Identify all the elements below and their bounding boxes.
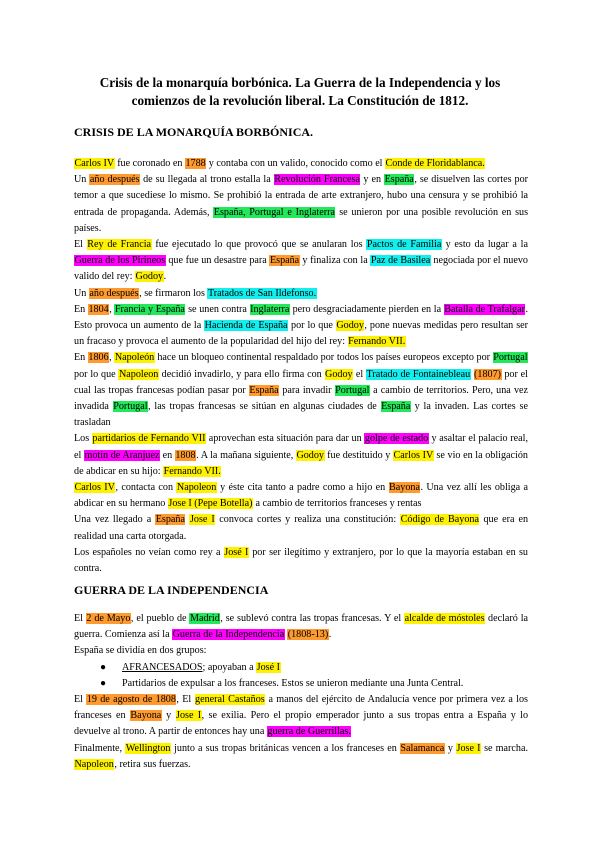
highlighted-term: José I xyxy=(256,661,281,673)
text-run: se marcha. xyxy=(480,742,528,754)
text-run: en xyxy=(159,449,175,461)
text-run: y en xyxy=(360,174,385,186)
highlighted-term: Wellington xyxy=(125,742,171,754)
paragraph xyxy=(74,692,528,741)
text-run: . Esto provoca un aumento de la xyxy=(74,303,529,332)
paragraph xyxy=(74,611,528,643)
text-run: que fue un desastre para xyxy=(165,255,270,267)
highlighted-term: Paz de Basilea xyxy=(370,255,431,267)
text-run: se unen contra xyxy=(185,303,250,315)
text-run: declaró la guerra. Comienza así la xyxy=(74,613,529,641)
text-run: hace un bloqueo continental respaldado por todos los países europeos excepto por xyxy=(154,352,493,364)
paragraph xyxy=(74,237,528,286)
text-run: Los españoles no veían como rey a xyxy=(74,546,224,558)
text-run: convoca cortes y realiza una constitución: xyxy=(215,514,401,526)
highlighted-term: Conde de Floridablanca. xyxy=(385,158,485,169)
highlighted-term: Batalla de Trafalgar xyxy=(444,303,525,315)
text-run: a cambio de territorios franceses y rentas xyxy=(252,498,422,510)
paragraph xyxy=(74,431,528,480)
text-run: por el cual las tropas francesas podían pasar por xyxy=(74,368,528,396)
highlighted-term: España, Portugal e Inglaterra xyxy=(213,206,335,218)
text-run: de su llegada al trono estalla la xyxy=(140,174,274,186)
text-run: , contacta con xyxy=(115,482,177,494)
paragraph xyxy=(74,512,528,544)
text-run: Partidarios de expulsar a los franceses. Estos se unieron mediante una Junta Central. xyxy=(122,677,464,689)
highlighted-term: partidarios de Fernando VII xyxy=(92,433,206,445)
title-line-2: comienzos de la revolución liberal. La Constitución de 1812. xyxy=(131,93,469,108)
section-body-crisis xyxy=(74,156,528,577)
paragraph xyxy=(74,350,528,431)
text-run: El xyxy=(74,613,86,624)
bullet-icon: ● xyxy=(100,677,107,689)
paragraph xyxy=(74,545,528,577)
highlighted-term: (1807) xyxy=(474,368,502,380)
highlighted-term: guerra de Guerrillas. xyxy=(267,726,351,738)
text-run: , las tropas francesas se sitúan en algunas ciudades de xyxy=(148,401,381,413)
highlighted-term: Carlos IV xyxy=(74,482,115,494)
text-run: a cambio de territorios. Pero, una vez invadida xyxy=(74,384,528,413)
highlighted-term: España xyxy=(155,514,185,526)
highlighted-term: Revolución Francesa xyxy=(274,174,360,186)
text-run: se vio en la obligación de abdicar en su hijo: xyxy=(74,449,528,477)
highlighted-term: Portugal xyxy=(113,401,148,413)
text-run: En xyxy=(74,303,88,315)
text-run: el xyxy=(353,368,367,380)
text-run: por lo que xyxy=(288,320,336,332)
highlighted-term: Francia y España xyxy=(114,303,185,315)
highlighted-term: Bayona xyxy=(130,710,162,722)
highlighted-term: España xyxy=(381,401,411,413)
highlighted-term: Godoy xyxy=(296,449,324,461)
text-run: . A la mañana siguiente, xyxy=(196,449,296,461)
highlighted-term: Rey de Francia xyxy=(87,239,152,251)
highlighted-term: Madrid xyxy=(189,613,220,624)
text-run: Finalmente, xyxy=(74,742,126,754)
text-run: y xyxy=(444,742,457,754)
highlighted-term: Carlos IV xyxy=(393,449,434,461)
text-run: por ser ilegítimo y extranjero, por lo que la mayoría estaban en su contra. xyxy=(74,546,528,575)
section-heading-crisis: CRISIS DE LA MONARQUÍA BORBÓNICA. xyxy=(74,125,314,139)
text-run: y asaltar el palacio real, el xyxy=(74,433,529,461)
highlighted-term: Fernando VII. xyxy=(163,465,221,477)
text-run: y finaliza con la xyxy=(299,255,371,267)
highlighted-term: Jose I (Pepe Botella) xyxy=(168,498,253,510)
highlighted-term: Godoy xyxy=(336,320,364,332)
highlighted-term: Godoy xyxy=(325,368,353,380)
highlighted-term: Salamanca xyxy=(400,742,445,754)
bullet-item xyxy=(100,676,528,692)
highlighted-term: España xyxy=(249,384,279,396)
text-run: , pone nuevas medidas pero resultan ser un fracaso y provoca el aumento de la popularidad del hijo del rey: xyxy=(74,320,528,348)
highlighted-term: Jose I xyxy=(176,710,202,722)
text-run: El xyxy=(74,239,87,251)
highlighted-term: 1804 xyxy=(88,303,109,315)
highlighted-term: motín de Aranjuez xyxy=(84,449,160,461)
text-run: Un xyxy=(74,287,89,299)
text-run: . xyxy=(163,271,167,283)
text-run: , se sublevó contra las tropas francesas. Y el xyxy=(220,613,405,624)
highlighted-term: Napoleón xyxy=(114,352,155,364)
text-run: fue coronado en xyxy=(114,158,185,169)
section-body-guerra xyxy=(74,611,528,773)
text-run: y contaba con un valido, conocido como el xyxy=(206,158,386,169)
text-run: Una vez llegado a xyxy=(74,514,156,526)
highlighted-term: 19 de agosto de 1808 xyxy=(86,694,176,706)
highlighted-term: Pactos de Familia xyxy=(366,239,442,251)
paragraph xyxy=(74,643,528,659)
highlighted-term: Portugal xyxy=(335,384,370,396)
section-heading-guerra: GUERRA DE LA INDEPENDENCIA xyxy=(74,583,269,597)
text-run: y xyxy=(161,710,176,722)
text-run: decidió invadirlo, y para ello firma con xyxy=(158,368,325,380)
paragraph xyxy=(74,480,528,512)
highlighted-term: Napoleon xyxy=(74,758,114,770)
text-run: junto a sus tropas británicas vencen a los franceses en xyxy=(170,742,400,754)
text-run: . xyxy=(328,629,332,641)
paragraph xyxy=(74,741,528,773)
highlighted-term: José I xyxy=(224,546,249,558)
highlighted-term: general Castaños xyxy=(195,694,265,706)
bullet-item xyxy=(100,660,528,676)
paragraph xyxy=(74,156,528,172)
highlighted-term: 1788 xyxy=(185,158,206,169)
highlighted-term: Guerra de los Pirineos xyxy=(74,255,166,267)
text-run: , xyxy=(109,303,115,315)
text-run: . Una vez allí les obliga a abdicar en su hermano xyxy=(74,482,528,510)
paragraph xyxy=(74,286,528,302)
highlighted-term: Godoy xyxy=(135,271,164,283)
text-run: por lo que xyxy=(74,368,119,380)
text-run: ; apoyaban a xyxy=(202,661,257,673)
document-title xyxy=(60,74,540,110)
text-run: , el pueblo de xyxy=(130,613,190,624)
highlighted-term: 1806 xyxy=(88,352,109,364)
text-run: En xyxy=(74,352,88,364)
highlighted-term: Portugal xyxy=(493,352,528,364)
text-run: , xyxy=(109,352,115,364)
text-run: a manos del ejército de Andalucía vence por primera vez a los franceses en xyxy=(74,694,528,722)
text-run: AFRANCESADOS xyxy=(122,661,203,673)
highlighted-term: Jose I xyxy=(456,742,481,754)
highlighted-term: Bayona xyxy=(389,482,420,494)
highlighted-term: Guerra de la Independencia xyxy=(172,629,285,641)
text-run: aprovechan esta situación para dar un xyxy=(206,433,365,445)
text-run: se unieron por una posible revolución en sus países. xyxy=(74,206,529,234)
highlighted-term: Napoleon xyxy=(118,368,159,380)
text-run: fue ejecutado lo que provocó que se anularan los xyxy=(151,239,367,251)
text-run: negociada por el nuevo valido del rey: xyxy=(74,255,528,283)
highlighted-term: Fernando VII. xyxy=(348,336,406,348)
highlighted-term: 2 de Mayo xyxy=(86,613,131,624)
highlighted-term: alcalde de móstoles xyxy=(404,613,485,624)
text-run: , se exilia. Pero el propio emperador junto a sus tropas entra a España y lo devuelve al trono. A partir de entonces hay una xyxy=(74,710,529,738)
text-run: y esto da lugar a la xyxy=(441,239,528,251)
highlighted-term: Tratado de Fontainebleau xyxy=(366,368,471,380)
bullet-icon: ● xyxy=(100,661,107,673)
highlighted-term: año después xyxy=(89,287,139,299)
highlighted-term: Napoleon xyxy=(176,482,217,494)
highlighted-term: (1808-13) xyxy=(287,629,329,641)
paragraph xyxy=(74,172,528,237)
text-run: , retira sus fuerzas. xyxy=(114,758,191,770)
highlighted-term: Tratados de San Ildefonso. xyxy=(207,287,317,299)
text-run: , se disuelven las cortes por temor a que sucediese lo mismo. Se prohibió la entrada de arte extranjero, hubo una censura y se prohibió la entrada de propaganda. Además, xyxy=(74,174,529,218)
highlighted-term: 1808 xyxy=(175,449,196,461)
highlighted-term: Código de Bayona xyxy=(400,514,479,526)
text-run: España se dividía en dos grupos: xyxy=(74,645,207,657)
text-run: y éste cita tanto a padre como a hijo en xyxy=(216,482,389,494)
bullet-list xyxy=(74,660,528,692)
highlighted-term: Hacienda de España xyxy=(204,320,288,332)
text-run: El xyxy=(74,694,87,706)
highlighted-term: golpe de estado xyxy=(364,433,429,445)
text-run: Los xyxy=(74,433,92,445)
title-line-1: Crisis de la monarquía borbónica. La Guerra de la Independencia y los xyxy=(99,75,501,90)
highlighted-term: Jose I xyxy=(189,514,215,526)
text-run: , se firmaron los xyxy=(139,287,208,299)
text-run: Un xyxy=(74,174,90,186)
text-run: pero desgraciadamente pierden en la xyxy=(289,303,444,315)
highlighted-term: España xyxy=(384,174,414,186)
highlighted-term: Carlos IV xyxy=(74,158,115,169)
text-run: y la invaden. Las cortes se trasladan xyxy=(74,401,528,429)
highlighted-term: Inglaterra xyxy=(250,303,290,315)
paragraph xyxy=(74,302,528,351)
text-run: , El xyxy=(176,694,195,706)
highlighted-term: año después xyxy=(89,174,140,186)
highlighted-term: España xyxy=(269,255,300,267)
text-run: para invadir xyxy=(279,384,335,396)
text-run: que era en realidad una carta otorgada. xyxy=(74,514,529,542)
text-run: fue destituido y xyxy=(324,449,394,461)
